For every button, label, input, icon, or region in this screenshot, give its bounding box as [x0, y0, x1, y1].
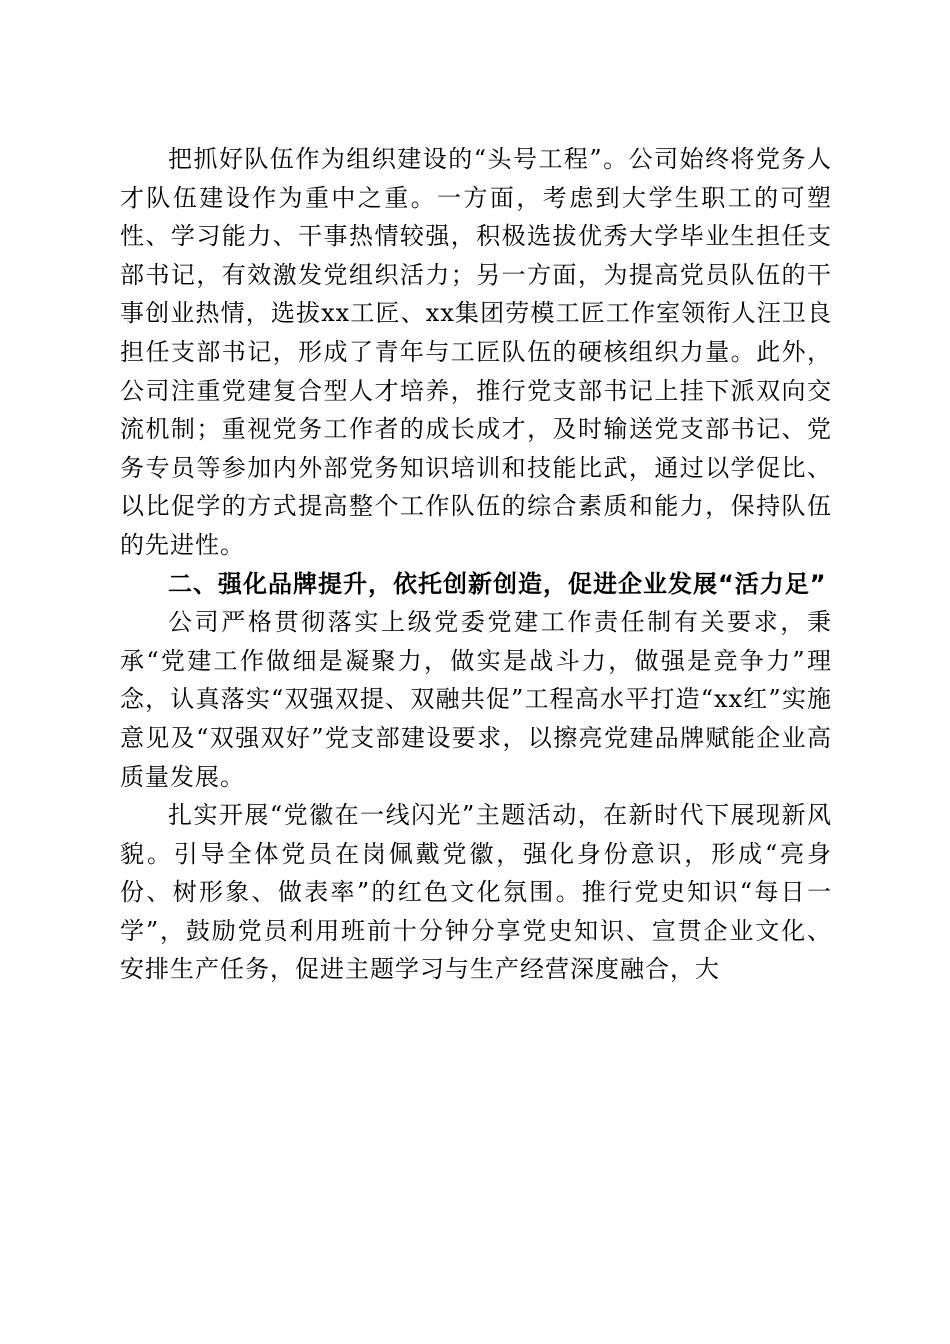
paragraph-party-badge-activity: 扎实开展“党徽在一线闪光”主题活动，在新时代下展现新风貌。引导全体党员在岗佩戴党徽，强化身份意识，形成“亮身份、树形象、做表率”的红色文化氛围。推行党史知识“每日一学”，鼓励党员利用班前十分钟分享党史知识、宣贯企业文化、安排生产任务，促进主题学习与生产经营深度融合，大: [120, 801, 832, 984]
section-heading-brand: 二、强化品牌提升，依托创新创造，促进企业发展“活力足”: [168, 569, 827, 598]
paragraph-party-responsibility: 公司严格贯彻落实上级党委党建工作责任制有关要求，秉承“党建工作做细是凝聚力，做实是战斗力，做强是竞争力”理念，认真落实“双强双提、双融共促”工程高水平打造“xx红”实施意见及“双强双好”党支部建设要求，以擦亮党建品牌赋能企业高质量发展。: [120, 608, 832, 791]
document-body: [120, 140, 832, 989]
paragraph-team-building: 把抓好队伍作为组织建设的“头号工程”。公司始终将党务人才队伍建设作为重中之重。一方面，考虑到大学生职工的可塑性、学习能力、干事热情较强，积极选拔优秀大学毕业生担任支部书记，有效激发党组织活力；另一方面，为提高党员队伍的干事创业热情，选拔xx工匠、xx集团劳模工匠工作室领衔人汪卫良担任支部书记，形成了青年与工匠队伍的硬核组织力量。此外，公司注重党建复合型人才培养，推行党支部书记上挂下派双向交流机制；重视党务工作者的成长成才，及时输送党支部书记、党务专员等参加内外部党务知识培训和技能比武，通过以学促比、以比促学的方式提高整个工作队伍的综合素质和能力，保持队伍的先进性。: [120, 145, 832, 559]
